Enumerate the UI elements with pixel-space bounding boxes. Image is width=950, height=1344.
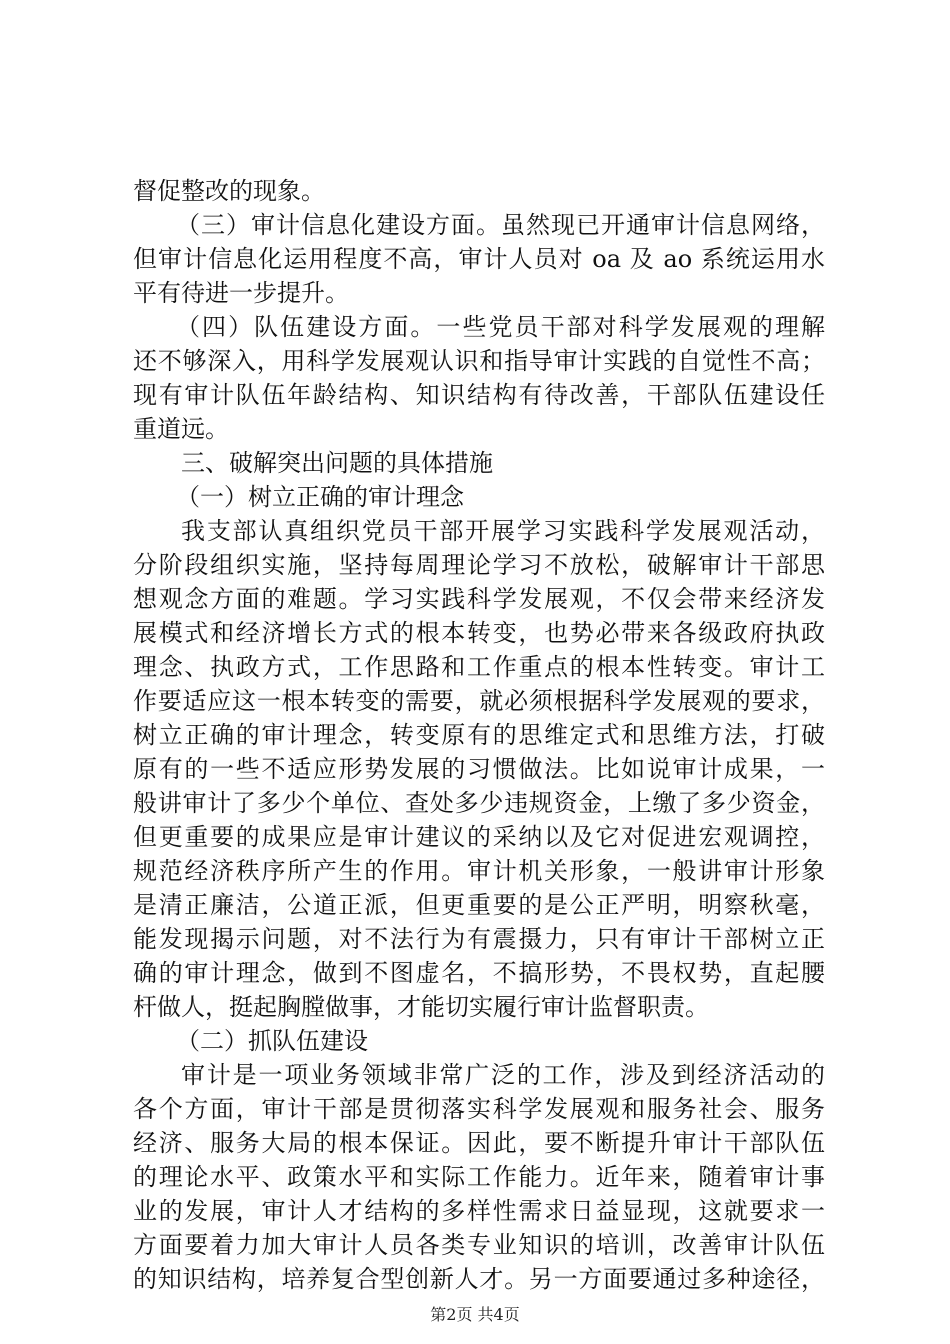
text-line-18: 原有的一些不适应形势发展的习惯做法。比如说审计成果，一 bbox=[133, 755, 825, 783]
text-line-25: 杆做人，挺起胸膛做事，才能切实履行审计监督职责。 bbox=[133, 993, 709, 1021]
text-line-32: 方面要着力加大审计人员各类专业知识的培训，改善审计队伍 bbox=[133, 1231, 825, 1259]
text-line-2: （三）审计信息化建设方面。虽然现已开通审计信息网络， bbox=[176, 211, 825, 239]
text-line-30: 的理论水平、政策水平和实际工作能力。近年来，随着审计事 bbox=[133, 1163, 825, 1191]
text-line-27: 审计是一项业务领域非常广泛的工作，涉及到经济活动的 bbox=[181, 1061, 825, 1089]
text-line-15: 理念、执政方式，工作思路和工作重点的根本性转变。审计工 bbox=[133, 653, 825, 681]
text-line-13: 想观念方面的难题。学习实践科学发展观，不仅会带来经济发 bbox=[133, 585, 825, 613]
text-line-1: 督促整改的现象。 bbox=[133, 177, 325, 205]
text-line-4: 平有待进一步提升。 bbox=[133, 279, 349, 307]
text-line-22: 是清正廉洁，公道正派，但更重要的是公正严明，明察秋毫， bbox=[133, 891, 825, 919]
text-line-29: 经济、服务大局的根本保证。因此，要不断提升审计干部队伍 bbox=[133, 1129, 825, 1157]
text-line-12: 分阶段组织实施，坚持每周理论学习不放松，破解审计干部思 bbox=[133, 551, 825, 579]
text-line-3: 但审计信息化运用程度不高，审计人员对 oa 及 ao 系统运用水 bbox=[133, 245, 825, 273]
text-line-24: 确的审计理念，做到不图虚名，不搞形势，不畏权势，直起腰 bbox=[133, 959, 825, 987]
page-footer: 第2页 共4页 bbox=[430, 1305, 520, 1324]
text-line-6: 还不够深入，用科学发展观认识和指导审计实践的自觉性不高； bbox=[133, 347, 825, 375]
text-line-20: 但更重要的成果应是审计建议的采纳以及它对促进宏观调控， bbox=[133, 823, 825, 851]
text-line-23: 能发现揭示问题，对不法行为有震摄力，只有审计干部树立正 bbox=[133, 925, 825, 953]
text-line-19: 般讲审计了多少个单位、查处多少违规资金，上缴了多少资金， bbox=[133, 789, 825, 817]
text-line-16: 作要适应这一根本转变的需要，就必须根据科学发展观的要求， bbox=[133, 687, 825, 715]
text-line-31: 业的发展，审计人才结构的多样性需求日益显现，这就要求一 bbox=[133, 1197, 825, 1225]
text-line-17: 树立正确的审计理念，转变原有的思维定式和思维方法，打破 bbox=[133, 721, 825, 749]
text-line-33: 的知识结构，培养复合型创新人才。另一方面要通过多种途径， bbox=[133, 1265, 825, 1293]
section-heading: 三、破解突出问题的具体措施 bbox=[181, 449, 493, 477]
text-line-7: 现有审计队伍年龄结构、知识结构有待改善，干部队伍建设任 bbox=[133, 381, 825, 409]
text-line-8: 重道远。 bbox=[133, 415, 229, 443]
subsection-heading-1: （一）树立正确的审计理念 bbox=[176, 483, 464, 511]
text-line-11: 我支部认真组织党员干部开展学习实践科学发展观活动， bbox=[181, 517, 825, 545]
subsection-heading-2: （二）抓队伍建设 bbox=[176, 1027, 368, 1055]
text-line-28: 各个方面，审计干部是贯彻落实科学发展观和服务社会、服务 bbox=[133, 1095, 825, 1123]
text-line-14: 展模式和经济增长方式的根本转变，也势必带来各级政府执政 bbox=[133, 619, 825, 647]
text-line-5: （四）队伍建设方面。一些党员干部对科学发展观的理解 bbox=[176, 313, 825, 341]
text-line-21: 规范经济秩序所产生的作用。审计机关形象，一般讲审计形象 bbox=[133, 857, 825, 885]
